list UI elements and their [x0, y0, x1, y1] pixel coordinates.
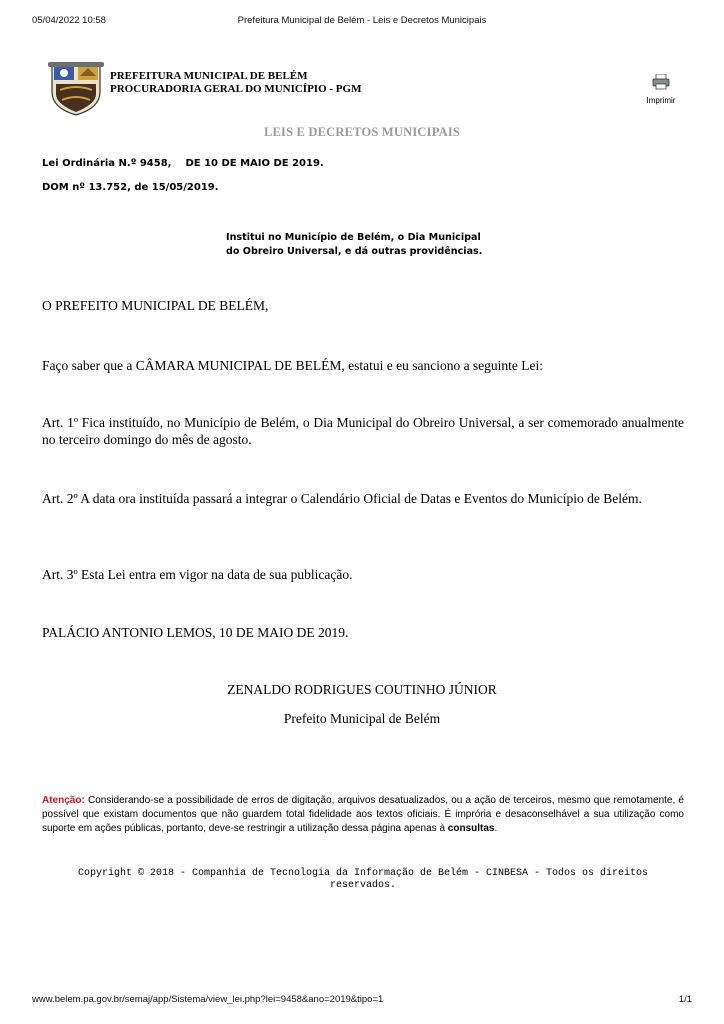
- notice-end: .: [494, 823, 498, 834]
- law-type-number: Lei Ordinária N.º 9458,: [42, 158, 172, 169]
- notice-text: Considerando-se a possibilidade de erros de digitação, arquivos desatualizados, ou a ação de terceiros, mesmo que remotamente, é possível que existam documentos que não guardem total fidelidade aos textos oficiais. É imprória e desaconselhável a sua utilização como suporte em ações públicas, portanto, deve-se restringir a utilização dessa página apenas à: [42, 795, 684, 834]
- place-and-date: PALÁCIO ANTONIO LEMOS, 10 DE MAIO DE 2019.: [42, 625, 349, 640]
- print-button-label: Imprimir: [646, 96, 676, 105]
- notice-label: Atenção:: [42, 795, 85, 806]
- article-2: Art. 2º A data ora instituída passará a integrar o Calendário Oficial de Datas e Eventos do Município de Belém.: [42, 491, 642, 506]
- dom-reference: DOM nº 13.752, de 15/05/2019.: [42, 182, 219, 193]
- law-summary-line-2: do Obreiro Universal, e dá outras providências.: [226, 246, 483, 257]
- print-datetime: 05/04/2022 10:58: [32, 15, 106, 26]
- law-date: DE 10 DE MAIO DE 2019.: [185, 158, 324, 169]
- opening-line: O PREFEITO MUNICIPAL DE BELÉM,: [42, 298, 269, 313]
- article-1: Art. 1º Fica instituído, no Município de Belém, o Dia Municipal do Obreiro Universal, a ser comemorado anualmente no terceiro domingo do mês de agosto.: [42, 415, 684, 447]
- signer-name: ZENALDO RODRIGUES COUTINHO JÚNIOR: [227, 682, 497, 697]
- law-summary: [226, 231, 526, 259]
- article-3: Art. 3º Esta Lei entra em vigor na data de sua publicação.: [42, 567, 353, 582]
- print-page-count: 1/1: [678, 994, 692, 1005]
- law-identifier: [42, 158, 324, 169]
- law-summary-line-1: Institui no Município de Belém, o Dia Municipal: [226, 232, 481, 243]
- print-button[interactable]: [640, 74, 682, 104]
- belem-crest-logo: [48, 62, 104, 116]
- organization-name: [110, 70, 361, 96]
- section-title: LEIS E DECRETOS MUNICIPAIS: [263, 125, 461, 139]
- signer-title: Prefeito Municipal de Belém: [283, 711, 441, 726]
- print-footer: [32, 994, 692, 1008]
- enactment-clause: Faço saber que a CÂMARA MUNICIPAL DE BELÉM, estatui e eu sanciono a seguinte Lei:: [42, 358, 544, 373]
- print-page-title: Prefeitura Municipal de Belém - Leis e Decretos Municipais: [237, 15, 487, 26]
- copyright: Copyright © 2018 - Companhia de Tecnologia da Informação de Belém - CINBESA - Todos os direitos reservados.: [77, 868, 649, 891]
- print-header: [32, 15, 692, 29]
- print-url: www.belem.pa.gov.br/semaj/app/Sistema/view_lei.php?lei=9458&ano=2019&tipo=1: [32, 994, 384, 1005]
- org-line-1: PREFEITURA MUNICIPAL DE BELÉM: [110, 70, 308, 82]
- org-line-2: PROCURADORIA GERAL DO MUNICÍPIO - PGM: [110, 83, 362, 95]
- printer-icon: [652, 74, 670, 90]
- consultas-link[interactable]: consultas: [447, 823, 495, 834]
- disclaimer-notice: [42, 794, 684, 836]
